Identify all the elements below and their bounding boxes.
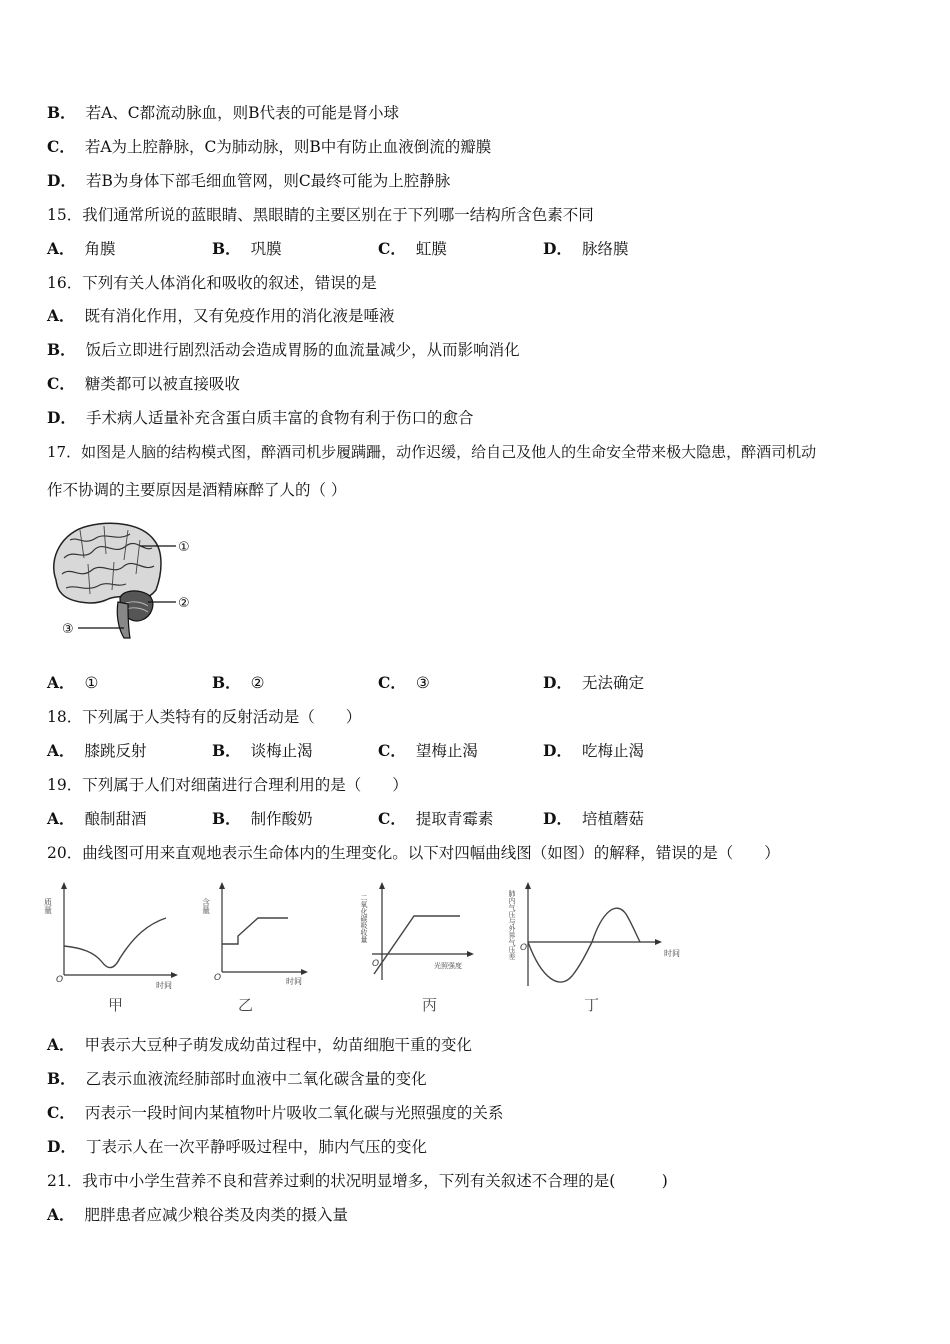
q20-option-c: C． 丙表示一段时间内某植物叶片吸收二氧化碳与光照强度的关系 [47,1103,504,1122]
q21-option-a: A． 肥胖患者应减少粮谷类及肉类的摄入量 [47,1205,349,1224]
q18-option-b: B． 谈梅止渴 [212,741,313,760]
graph-yi-xlabel: 时间 [286,977,302,986]
graph-yi-origin: O [214,973,222,983]
graph-jia [44,880,184,1015]
q16-option-b: B． 饭后立即进行剧烈活动会造成胃肠的血流量减少，从而影响消化 [47,340,520,359]
q17-option-b: B． ② [212,673,265,692]
graph-jia-origin: O [56,975,64,985]
brain-label-1: ① [178,540,190,555]
q18-option-d: D． 吃梅止渴 [543,741,644,760]
q19-option-c: C． 提取青霉素 [378,809,494,828]
brain-label-2: ② [178,596,190,611]
q17-option-a: A． ① [47,673,99,692]
graph-ding [508,880,688,1015]
q16-option-c: C． 糖类都可以被直接吸收 [47,374,240,393]
graph-bing-ylabel: 二氧化碳吸收量 [360,894,368,943]
q14-option-b: B． 若A、C都流动脉血，则B代表的可能是肾小球 [47,103,400,122]
q18-option-c: C． 望梅止渴 [378,741,478,760]
q18-option-a: A． 膝跳反射 [47,741,147,760]
graph-bing-caption: 丙 [422,996,438,1014]
q19-stem: 19．下列属于人们对细菌进行合理利用的是（ ） [47,776,408,794]
graph-yi [202,880,322,1015]
q19-option-a: A． 酿制甜酒 [47,809,147,828]
q20-stem: 20．曲线图可用来直观地表示生命体内的生理变化。以下对四幅曲线图（如图）的解释，错误的是（ ） [47,844,780,862]
graph-ding-xlabel: 时间 [664,949,680,958]
q16-option-d: D． 手术病人适量补充含蛋白质丰富的食物有利于伤口的愈合 [47,408,474,427]
graph-bing-xlabel: 光照强度 [434,962,462,970]
graph-jia-xlabel: 时间 [156,981,172,990]
q20-option-d: D． 丁表示人在一次平静呼吸过程中，肺内气压的变化 [47,1137,427,1156]
q19-option-b: B． 制作酸奶 [212,809,313,828]
graph-ding-origin: O [520,943,528,953]
graph-ding-caption: 丁 [584,996,600,1014]
q16-stem: 16．下列有关人体消化和吸收的叙述，错误的是 [47,274,377,292]
q15-option-a: A． 角膜 [47,239,116,258]
q21-stem: 21．我市中小学生营养不良和营养过剩的状况明显增多，下列有关叙述不合理的是( ) [47,1172,668,1190]
q17-option-c: C． ③ [378,673,430,692]
q15-option-b: B． 巩膜 [212,239,282,258]
brain-figure [44,518,204,648]
q17-stem-line1: 17．如图是人脑的结构模式图，醉酒司机步履蹒跚，动作迟缓，给自己及他人的生命安全带来极大隐患，醉酒司机动 [47,443,817,461]
graph-yi-caption: 乙 [238,996,254,1014]
brain-label-3: ③ [62,622,74,637]
q15-option-c: C． 虹膜 [378,239,447,258]
graph-bing-origin: O [372,959,380,969]
q14-option-d: D． 若B为身体下部毛细血管网，则C最终可能为上腔静脉 [47,171,451,190]
graph-jia-caption: 甲 [108,996,124,1014]
graph-yi-ylabel: 含量 [202,898,211,914]
q16-option-a: A． 既有消化作用，又有免疫作用的消化液是唾液 [47,306,395,325]
graph-ding-ylabel: 肺内气压与外界气压差 [508,890,516,960]
q15-stem: 15．我们通常所说的蓝眼睛、黑眼睛的主要区别在于下列哪一结构所含色素不同 [47,206,594,224]
q17-stem-line2: 作不协调的主要原因是酒精麻醉了人的（ ） [47,481,347,499]
graph-jia-ylabel: 质量 [44,898,53,914]
q15-option-d: D． 脉络膜 [543,239,629,258]
q19-option-d: D． 培植蘑菇 [543,809,644,828]
q20-option-b: B． 乙表示血液流经肺部时血液中二氧化碳含量的变化 [47,1069,427,1088]
q14-option-c: C． 若A为上腔静脉，C为肺动脉，则B中有防止血液倒流的瓣膜 [47,137,492,156]
q18-stem: 18．下列属于人类特有的反射活动是（ ） [47,708,362,726]
graph-bing [358,880,488,1015]
q17-option-d: D． 无法确定 [543,673,644,692]
q20-option-a: A． 甲表示大豆种子萌发成幼苗过程中，幼苗细胞干重的变化 [47,1035,473,1054]
